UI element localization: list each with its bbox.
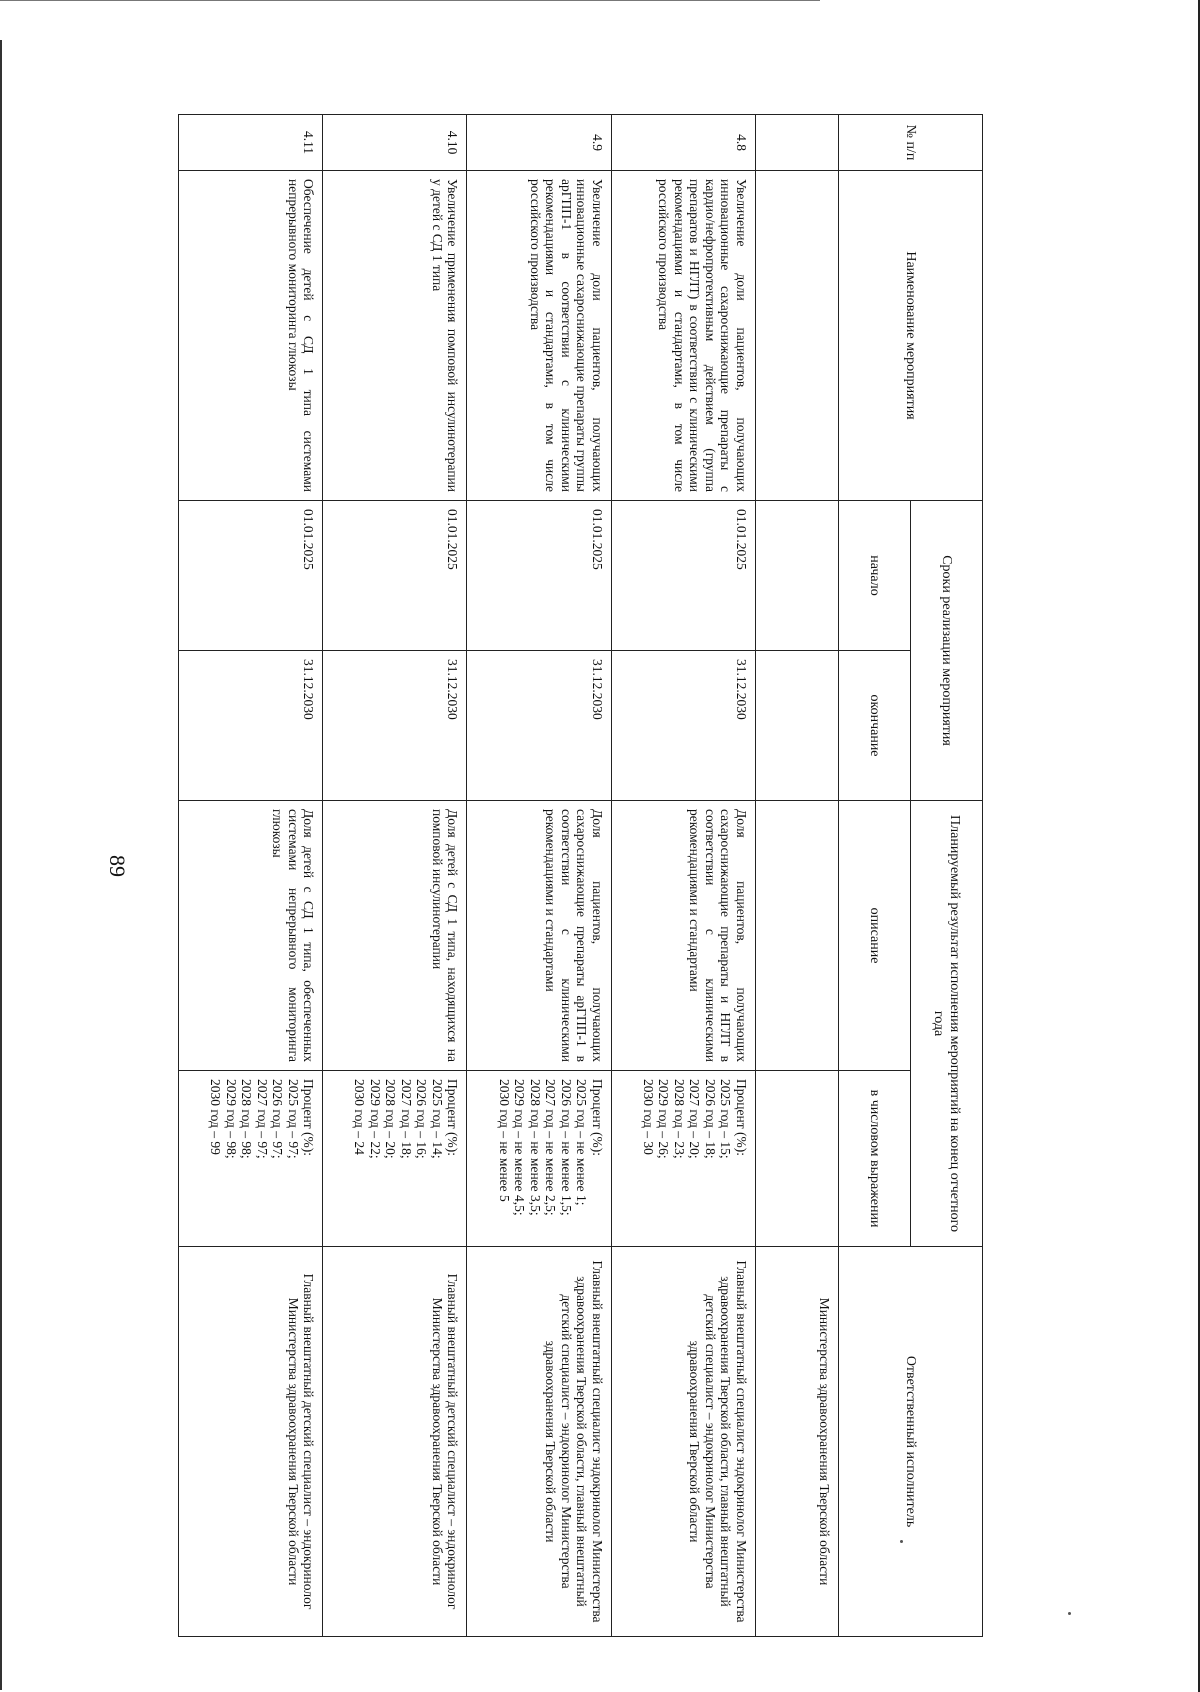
cell-start: 01.01.2025 [611,501,755,651]
scan-edge-left [0,40,2,1690]
cell-description: Доля пациентов, получающих сахароснижающие препараты и НГЛТ в соответствии с клиническими рекомендациями и стандартами [611,801,755,1071]
cell-responsible: Главный внештатный детский специалист – эндокринолог Министерства здравоохранения Тверской области [323,1247,467,1637]
scan-speck [1068,1612,1071,1615]
header-start: начало [839,501,911,651]
cell-numeric: Процент (%): 2025 год – не менее 1; 2026 год – не менее 1,5; 2027 год – не менее 2,5; 2028 год – не менее 3,5; 2029 год – не менее 4,5; 2030 год – не менее 5 [467,1071,611,1247]
cell-empty [756,501,839,651]
cell-end: 31.12.2030 [179,651,323,801]
cell-description: Доля пациентов, получающих сахароснижающие препараты арГПП-1 в соответствии с клиническими рекомендациями и стандартами [467,801,611,1071]
table-row [323,115,467,1637]
cell-end: 31.12.2030 [467,651,611,801]
cell-num: 4.11 [179,115,323,171]
cell-numeric: Процент (%): 2025 год – 14; 2026 год – 16; 2027 год – 18; 2028 год – 20; 2029 год – 22; 2030 год – 24 [323,1071,467,1247]
cell-empty [756,115,839,171]
cell-num: 4.9 [467,115,611,171]
cell-name: Увеличение применения помповой инсулинотерапии у детей с СД 1 типа [323,171,467,501]
cell-numeric: Процент (%): 2025 год – 97; 2026 год – 97; 2027 год – 97; 2028 год – 98; 2029 год – 98; 2030 год – 99 [179,1071,323,1247]
scan-edge-top [0,0,820,1]
header-name: Наименование мероприятия [839,171,983,501]
cell-responsible: Главный внештатный детский специалист – эндокринолог Министерства здравоохранения Тверской области [179,1247,323,1637]
table-row [611,115,755,1637]
table-row [179,115,323,1637]
cell-end: 31.12.2030 [611,651,755,801]
table-row [467,115,611,1637]
measures-table [178,114,983,1637]
rotated-page-content [178,114,983,1636]
table-row-continuation [756,115,839,1637]
cell-name: Увеличение доли пациентов, получающих инновационные сахароснижающие препараты с кардио/нефропротективным действием (группа препаратов и НГЛТ) в соответствии с клиническими рекомендациями и стандартами, в том числе российского производства [611,171,755,501]
cell-start: 01.01.2025 [179,501,323,651]
cell-start: 01.01.2025 [467,501,611,651]
header-end: окончание [839,651,911,801]
header-result: Планируемый результат исполнения мероприятий на конец отчетного года [911,801,983,1247]
cell-description: Доля детей с СД 1 типа, обеспеченных системами непрерывного мониторинга глюкозы [179,801,323,1071]
cell-empty [756,801,839,1071]
header-numeric: в числовом выражении [839,1071,911,1247]
header-num: № п/п [839,115,983,171]
table-header-row [911,115,983,1637]
cell-numeric: Процент (%): 2025 год – 15; 2026 год – 18; 2027 год – 20; 2028 год – 23; 2029 год – 26; 2030 год – 30 [611,1071,755,1247]
cell-start: 01.01.2025 [323,501,467,651]
cell-end: 31.12.2030 [323,651,467,801]
cell-responsible: Главный внештатный специалист эндокринолог Министерства здравоохранения Тверской области, главный внештатный детский специалист – эндокринолог Министерства здравоохранения Тверской области [467,1247,611,1637]
cell-responsible: Главный внештатный специалист эндокринолог Министерства здравоохранения Тверской области, главный внештатный детский специалист – эндокринолог Министерства здравоохранения Тверской области [611,1247,755,1637]
cell-num: 4.10 [323,115,467,171]
header-responsible: Ответственный исполнитель [839,1247,983,1637]
cell-num: 4.8 [611,115,755,171]
cell-empty [756,651,839,801]
cell-name: Обеспечение детей с СД 1 типа системами непрерывного мониторинга глюкозы [179,171,323,501]
page-number: 89 [105,855,130,877]
header-description: описание [839,801,911,1071]
header-terms: Сроки реализации мероприятия [911,501,983,801]
cell-responsible: Министерства здравоохранения Тверской области [756,1247,839,1637]
cell-empty [756,171,839,501]
cell-name: Увеличение доли пациентов, получающих инновационные сахароснижающие препараты группы арГПП-1 в соответствии с клиническими рекомендациями и стандартами, в том числе российского производства [467,171,611,501]
cell-description: Доля детей с СД 1 типа, находящихся на помповой инсулинотерапии [323,801,467,1071]
cell-empty [756,1071,839,1247]
